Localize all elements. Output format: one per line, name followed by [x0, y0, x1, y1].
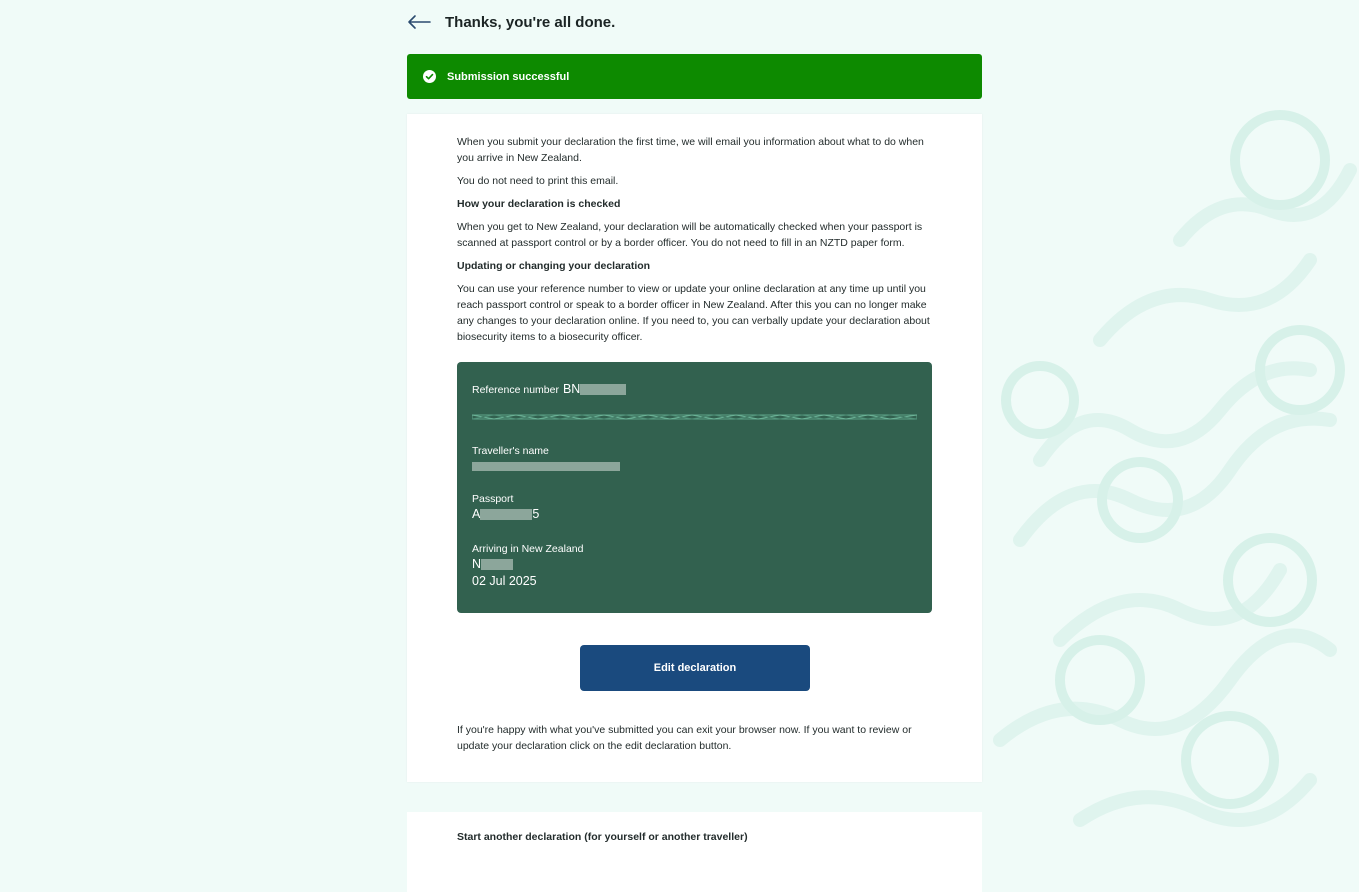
weave-divider [472, 412, 917, 422]
passport-field [472, 492, 539, 523]
check-heading: How your declaration is checked [457, 198, 621, 210]
alert-message: Submission successful [447, 70, 570, 83]
traveller-field [472, 444, 620, 475]
flight-value [472, 556, 583, 573]
another-declaration-card [407, 812, 982, 892]
redacted-block [480, 509, 532, 520]
reference-number-row [472, 382, 626, 396]
check-info-text: When you get to New Zealand, your declaration will be automatically checked when your passport is scanned at passport control or by a border officer. You do not need to fill in an NZTD paper form. [457, 221, 923, 249]
arrow-left-icon [407, 14, 431, 30]
print-info-text: You do not need to print this email. [457, 175, 619, 187]
passport-value [472, 506, 539, 523]
passport-label: Passport [472, 493, 514, 505]
back-button[interactable] [407, 10, 431, 34]
success-alert [407, 54, 982, 99]
page-header [407, 10, 615, 34]
update-info-text: You can use your reference number to view or update your online declaration at any time up until you reach passport control or speak to a border officer in New Zealand. After this you can no longer make any changes to your declaration online. If you need to, you can verbally update your declaration about biosecurity items to a biosecurity officer. [457, 283, 930, 343]
flight-prefix: N [472, 557, 482, 571]
reference-number-label: Reference number [472, 384, 559, 396]
check-circle-icon [423, 70, 436, 83]
reference-number-prefix: BN [562, 382, 581, 396]
page-title: Thanks, you're all done. [445, 13, 616, 31]
exit-info-text: If you're happy with what you've submitted you can exit your browser now. If you want to review or update your declaration click on the edit declaration button. [457, 724, 912, 752]
arriving-label: Arriving in New Zealand [472, 543, 584, 555]
redacted-block [472, 462, 620, 471]
confirmation-card [407, 114, 982, 782]
update-heading: Updating or changing your declaration [457, 260, 651, 272]
edit-declaration-button[interactable]: Edit declaration [580, 645, 810, 691]
arrival-date: 02 Jul 2025 [472, 574, 537, 588]
traveller-value [472, 458, 620, 475]
arriving-field [472, 542, 583, 590]
reference-number-value [563, 382, 626, 396]
redacted-block [580, 384, 626, 395]
email-info-text: When you submit your declaration the first time, we will email you information about what to do when you arrive in New Zealand. [457, 136, 924, 164]
start-another-link[interactable]: Start another declaration (for yourself or another traveller) [457, 831, 748, 843]
traveller-label: Traveller's name [472, 445, 549, 457]
reference-panel [457, 362, 932, 613]
passport-suffix: 5 [532, 507, 540, 521]
info-text [457, 134, 932, 352]
redacted-block [481, 559, 513, 570]
background-pattern [980, 40, 1359, 873]
passport-prefix: A [472, 507, 481, 521]
